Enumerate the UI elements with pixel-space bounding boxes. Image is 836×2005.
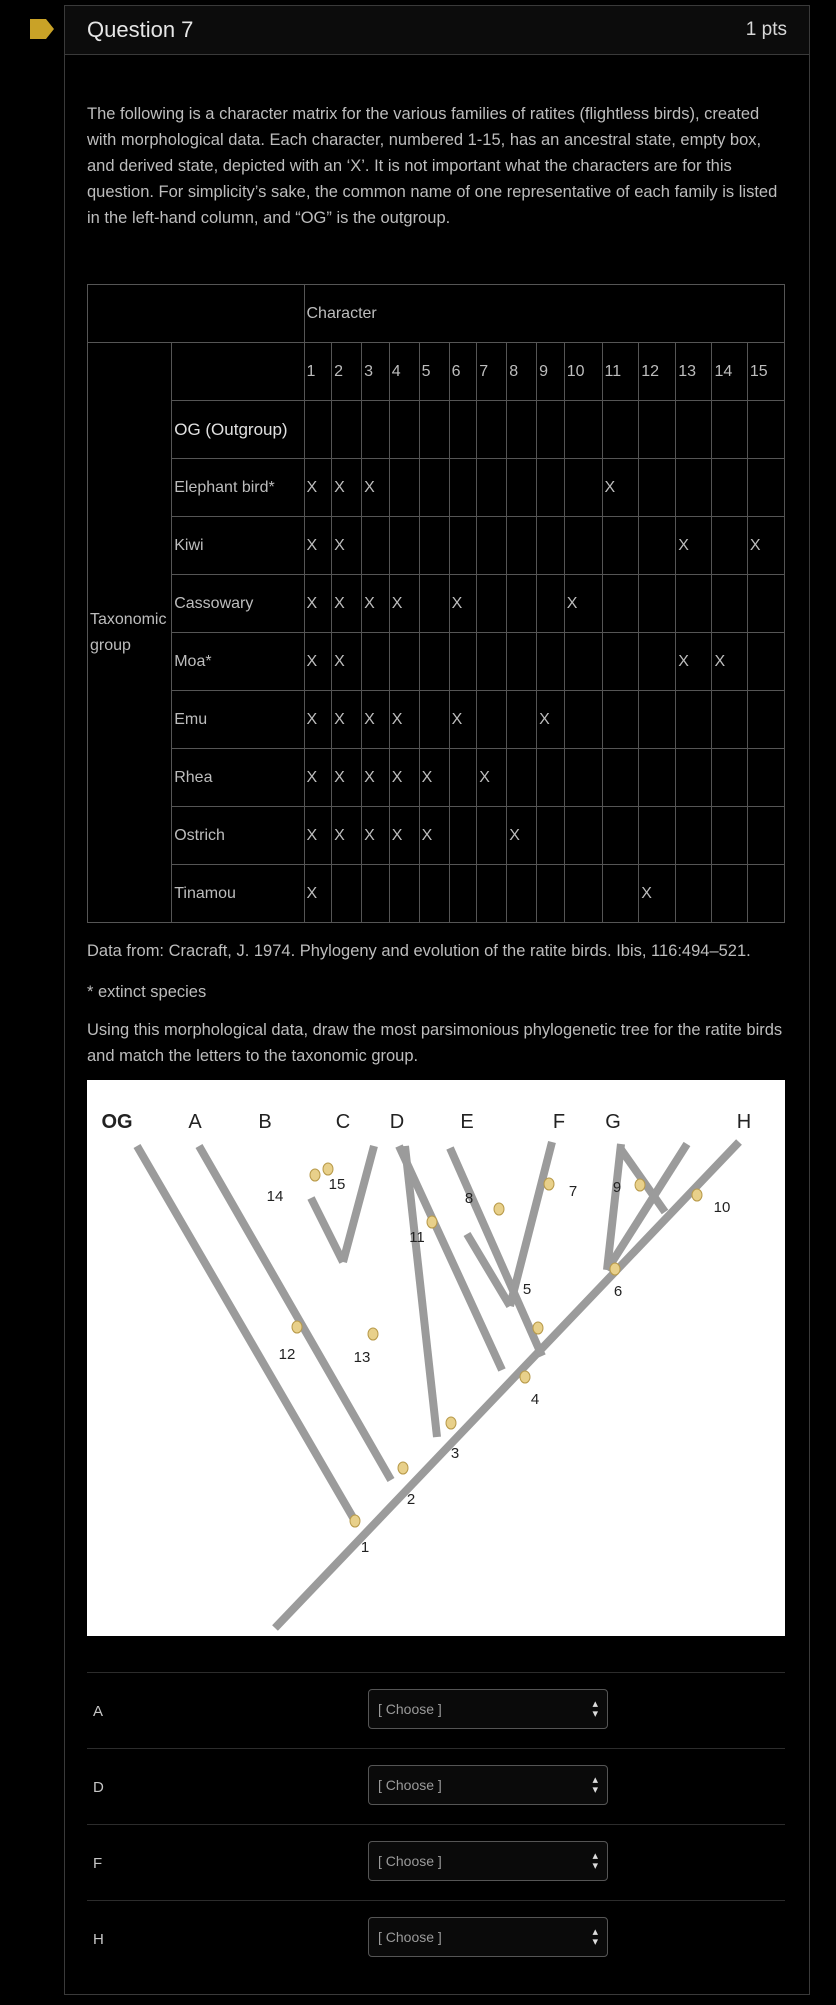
matrix-cell xyxy=(747,633,784,691)
taxon-name: Elephant bird* xyxy=(172,459,304,517)
matrix-cell xyxy=(477,807,507,865)
character-mark xyxy=(520,1371,530,1383)
character-mark xyxy=(310,1169,320,1181)
matrix-cell: X xyxy=(419,749,449,807)
table-row xyxy=(88,865,785,923)
matrix-cell xyxy=(564,807,602,865)
taxon-name: Ostrich xyxy=(172,807,304,865)
matrix-cell: X xyxy=(362,807,390,865)
matrix-cell: X xyxy=(362,575,390,633)
character-mark xyxy=(494,1203,504,1215)
character-mark-label: 14 xyxy=(266,1188,284,1205)
character-mark-label: 6 xyxy=(613,1283,623,1300)
matrix-cell xyxy=(602,633,639,691)
updown-chevron-icon: ▴ ▾ xyxy=(592,1774,598,1796)
taxonomic-group-label: Taxonomic group xyxy=(88,343,172,923)
character-mark-label: 5 xyxy=(522,1281,532,1298)
matrix-cell: X xyxy=(304,691,332,749)
table-row xyxy=(88,517,785,575)
matrix-cell xyxy=(639,459,676,517)
matrix-cell: X xyxy=(362,691,390,749)
matrix-cell: X xyxy=(304,865,332,923)
table-row xyxy=(88,459,785,517)
matrix-cell: X xyxy=(332,517,362,575)
answer-select-d[interactable] xyxy=(368,1765,608,1805)
table-row xyxy=(88,807,785,865)
matrix-cell: X xyxy=(304,517,332,575)
character-mark-label: 7 xyxy=(568,1183,578,1200)
matrix-cell xyxy=(747,807,784,865)
matrix-cell: X xyxy=(304,633,332,691)
character-mark-label: 1 xyxy=(360,1539,370,1556)
matrix-cell xyxy=(537,749,565,807)
table-row xyxy=(88,401,785,459)
taxon-name: Tinamou xyxy=(172,865,304,923)
character-mark xyxy=(427,1216,437,1228)
matrix-cell xyxy=(449,401,477,459)
matrix-cell: X xyxy=(332,749,362,807)
character-number: 9 xyxy=(537,343,565,401)
matrix-cell xyxy=(477,865,507,923)
matrix-cell xyxy=(537,459,565,517)
question-title: Question 7 xyxy=(87,17,194,42)
answer-letter-a: A xyxy=(93,1703,104,1720)
source-citation: Data from: Cracraft, J. 1974. Phylogeny and evolution of the ratite birds. Ibis, 116:494–521. xyxy=(87,942,751,960)
character-mark-label: 15 xyxy=(328,1176,346,1193)
question-intro: The following is a character matrix for the various families of ratites (flightless birds), created with morphological data. Each character, numbered 1-15, has an ancestral state, empty box, and derived state, depicted with an ‘X’. It is not important what the characters are for this question. For simplicity’s sake, the common name of one representative of each family is listed in the left-hand column, and “OG” is the outgroup. xyxy=(87,105,778,227)
matrix-cell xyxy=(389,459,419,517)
matrix-cell xyxy=(477,691,507,749)
matrix-cell xyxy=(389,517,419,575)
matrix-cell xyxy=(639,633,676,691)
character-number: 7 xyxy=(477,343,507,401)
matrix-cell xyxy=(602,575,639,633)
matrix-cell xyxy=(639,807,676,865)
matrix-cell: X xyxy=(332,575,362,633)
character-mark-label: 4 xyxy=(530,1391,540,1408)
character-mark-label: 13 xyxy=(353,1349,371,1366)
matrix-cell xyxy=(449,517,477,575)
matrix-cell xyxy=(362,633,390,691)
character-header: Character xyxy=(304,285,785,343)
character-number: 1 xyxy=(304,343,332,401)
character-mark xyxy=(368,1328,378,1340)
matrix-cell xyxy=(564,401,602,459)
instruction-text: Using this morphological data, draw the most parsimonious phylogenetic tree for the ratite birds and match the letters to the taxonomic group. xyxy=(87,1021,783,1065)
character-number: 3 xyxy=(362,343,390,401)
answer-row-divider xyxy=(87,1900,785,1901)
answer-letter-f: F xyxy=(93,1855,103,1872)
matrix-cell: X xyxy=(712,633,747,691)
matrix-cell xyxy=(507,749,537,807)
matrix-cell: X xyxy=(676,633,712,691)
matrix-cell xyxy=(304,401,332,459)
select-placeholder: [ Choose ] xyxy=(378,1777,442,1793)
matrix-cell xyxy=(747,459,784,517)
tip-label: E xyxy=(460,1111,474,1133)
matrix-cell xyxy=(564,865,602,923)
matrix-cell xyxy=(564,749,602,807)
phylogenetic-tree xyxy=(87,1080,785,1636)
tip-label: F xyxy=(552,1111,566,1133)
question-points: 1 pts xyxy=(745,19,787,40)
tip-label: D xyxy=(389,1111,405,1133)
matrix-cell xyxy=(747,865,784,923)
matrix-cell xyxy=(564,633,602,691)
taxon-name: OG (Outgroup) xyxy=(172,401,304,459)
matrix-cell xyxy=(449,459,477,517)
matrix-cell xyxy=(639,749,676,807)
character-mark-label: 2 xyxy=(406,1491,416,1508)
matrix-cell xyxy=(537,575,565,633)
matrix-cell: X xyxy=(477,749,507,807)
taxon-name: Emu xyxy=(172,691,304,749)
taxon-column-header xyxy=(172,343,304,401)
matrix-cell xyxy=(477,517,507,575)
matrix-cell: X xyxy=(332,691,362,749)
updown-chevron-icon: ▴ ▾ xyxy=(592,1850,598,1872)
character-mark xyxy=(533,1322,543,1334)
character-number: 10 xyxy=(564,343,602,401)
matrix-cell: X xyxy=(449,691,477,749)
matrix-cell: X xyxy=(389,807,419,865)
matrix-cell xyxy=(537,865,565,923)
character-mark-label: 10 xyxy=(713,1199,731,1216)
character-mark-label: 3 xyxy=(450,1445,460,1462)
answer-select-f[interactable] xyxy=(368,1841,608,1881)
table-row xyxy=(88,749,785,807)
matrix-cell xyxy=(676,459,712,517)
bookmark-flag-icon[interactable] xyxy=(30,19,54,39)
tree-branch xyxy=(343,1146,374,1262)
answer-row-divider xyxy=(87,1672,785,1673)
matrix-cell xyxy=(507,401,537,459)
matrix-cell xyxy=(477,633,507,691)
taxon-name: Kiwi xyxy=(172,517,304,575)
matrix-cell xyxy=(602,807,639,865)
select-placeholder: [ Choose ] xyxy=(378,1853,442,1869)
matrix-cell xyxy=(507,865,537,923)
extinct-note: * extinct species xyxy=(87,983,207,1001)
matrix-cell xyxy=(639,575,676,633)
matrix-cell xyxy=(332,865,362,923)
matrix-cell xyxy=(712,401,747,459)
tree-branch xyxy=(137,1146,355,1521)
matrix-cell xyxy=(507,575,537,633)
matrix-cell xyxy=(362,401,390,459)
tip-label: C xyxy=(335,1111,351,1133)
character-mark xyxy=(323,1163,333,1175)
character-mark xyxy=(635,1179,645,1191)
matrix-cell xyxy=(639,401,676,459)
matrix-cell xyxy=(389,401,419,459)
matrix-cell xyxy=(507,691,537,749)
matrix-cell xyxy=(602,749,639,807)
matrix-cell xyxy=(449,749,477,807)
matrix-cell xyxy=(602,865,639,923)
matrix-cell: X xyxy=(449,575,477,633)
character-mark-label: 11 xyxy=(409,1229,425,1246)
matrix-cell xyxy=(712,865,747,923)
matrix-cell xyxy=(747,575,784,633)
taxon-name: Rhea xyxy=(172,749,304,807)
character-number: 11 xyxy=(602,343,639,401)
matrix-cell xyxy=(537,517,565,575)
matrix-corner-cell xyxy=(88,285,305,343)
matrix-cell xyxy=(419,691,449,749)
matrix-cell: X xyxy=(507,807,537,865)
matrix-cell xyxy=(449,865,477,923)
taxon-name: Moa* xyxy=(172,633,304,691)
table-row xyxy=(88,633,785,691)
matrix-cell xyxy=(419,575,449,633)
matrix-cell xyxy=(712,575,747,633)
matrix-cell xyxy=(419,633,449,691)
character-mark-label: 9 xyxy=(612,1179,622,1196)
matrix-cell xyxy=(747,749,784,807)
matrix-cell xyxy=(676,807,712,865)
answer-row-divider xyxy=(87,1748,785,1749)
matrix-cell xyxy=(602,691,639,749)
matrix-cell: X xyxy=(419,807,449,865)
character-number: 4 xyxy=(389,343,419,401)
answer-row-divider xyxy=(87,1824,785,1825)
matrix-cell xyxy=(564,691,602,749)
question-card xyxy=(64,5,810,1995)
matrix-cell xyxy=(676,749,712,807)
matrix-cell: X xyxy=(332,633,362,691)
matrix-cell xyxy=(507,633,537,691)
character-number: 14 xyxy=(712,343,747,401)
select-placeholder: [ Choose ] xyxy=(378,1701,442,1717)
tip-label: H xyxy=(736,1111,752,1133)
character-matrix xyxy=(87,284,785,923)
matrix-cell xyxy=(564,459,602,517)
table-row xyxy=(88,691,785,749)
character-mark xyxy=(350,1515,360,1527)
matrix-cell: X xyxy=(639,865,676,923)
character-number: 12 xyxy=(639,343,676,401)
character-mark xyxy=(446,1417,456,1429)
matrix-cell xyxy=(602,517,639,575)
matrix-cell: X xyxy=(564,575,602,633)
matrix-cell: X xyxy=(537,691,565,749)
matrix-cell xyxy=(712,807,747,865)
matrix-cell xyxy=(389,865,419,923)
matrix-cell: X xyxy=(304,807,332,865)
matrix-header-row xyxy=(88,285,785,343)
updown-chevron-icon: ▴ ▾ xyxy=(592,1698,598,1720)
matrix-cell xyxy=(477,401,507,459)
matrix-cell xyxy=(712,517,747,575)
character-number: 15 xyxy=(747,343,784,401)
character-mark-label: 8 xyxy=(464,1190,474,1207)
matrix-cell xyxy=(477,459,507,517)
matrix-cell xyxy=(477,575,507,633)
matrix-cell: X xyxy=(304,459,332,517)
matrix-cell xyxy=(419,517,449,575)
character-mark xyxy=(292,1321,302,1333)
matrix-cell xyxy=(676,575,712,633)
matrix-cell xyxy=(639,517,676,575)
matrix-cell xyxy=(537,401,565,459)
matrix-cell xyxy=(362,517,390,575)
matrix-cell xyxy=(747,401,784,459)
character-number: 13 xyxy=(676,343,712,401)
matrix-cell xyxy=(676,401,712,459)
matrix-cell xyxy=(507,517,537,575)
matrix-cell: X xyxy=(389,691,419,749)
matrix-cell xyxy=(332,401,362,459)
tip-label: OG xyxy=(101,1111,133,1133)
matrix-cell xyxy=(419,865,449,923)
character-mark xyxy=(692,1189,702,1201)
question-header xyxy=(65,6,809,55)
character-number: 8 xyxy=(507,343,537,401)
matrix-cell xyxy=(712,691,747,749)
taxon-name: Cassowary xyxy=(172,575,304,633)
matrix-number-row xyxy=(88,343,785,401)
tip-label: B xyxy=(258,1111,272,1133)
matrix-cell: X xyxy=(602,459,639,517)
matrix-cell xyxy=(602,401,639,459)
matrix-cell xyxy=(712,749,747,807)
character-mark-label: 12 xyxy=(278,1346,296,1363)
updown-chevron-icon: ▴ ▾ xyxy=(592,1926,598,1948)
matrix-cell xyxy=(537,633,565,691)
matrix-cell xyxy=(537,807,565,865)
tree-trunk xyxy=(275,1142,739,1628)
matrix-cell xyxy=(676,865,712,923)
tree-branch xyxy=(450,1148,542,1356)
character-number: 6 xyxy=(449,343,477,401)
answer-select-a[interactable] xyxy=(368,1689,608,1729)
character-mark xyxy=(544,1178,554,1190)
answer-letter-h: H xyxy=(93,1931,104,1948)
matrix-cell: X xyxy=(389,575,419,633)
tip-label: A xyxy=(188,1111,202,1133)
matrix-cell xyxy=(449,633,477,691)
matrix-cell xyxy=(507,459,537,517)
tree-branch xyxy=(311,1198,343,1262)
matrix-cell xyxy=(362,865,390,923)
character-mark xyxy=(610,1263,620,1275)
matrix-cell: X xyxy=(676,517,712,575)
matrix-cell: X xyxy=(747,517,784,575)
answer-select-h[interactable] xyxy=(368,1917,608,1957)
matrix-cell: X xyxy=(362,749,390,807)
matrix-cell xyxy=(712,459,747,517)
matrix-cell: X xyxy=(304,749,332,807)
matrix-cell: X xyxy=(304,575,332,633)
matrix-cell: X xyxy=(332,459,362,517)
select-placeholder: [ Choose ] xyxy=(378,1929,442,1945)
matrix-cell xyxy=(564,517,602,575)
character-number: 5 xyxy=(419,343,449,401)
matrix-cell: X xyxy=(332,807,362,865)
matrix-cell xyxy=(449,807,477,865)
tip-label: G xyxy=(605,1111,621,1133)
matrix-cell: X xyxy=(362,459,390,517)
character-mark xyxy=(398,1462,408,1474)
table-row xyxy=(88,575,785,633)
matrix-cell xyxy=(419,459,449,517)
matrix-cell xyxy=(747,691,784,749)
matrix-cell xyxy=(676,691,712,749)
matrix-cell xyxy=(389,633,419,691)
matrix-cell xyxy=(419,401,449,459)
matrix-cell xyxy=(639,691,676,749)
matrix-cell: X xyxy=(389,749,419,807)
character-number: 2 xyxy=(332,343,362,401)
answer-letter-d: D xyxy=(93,1779,104,1796)
